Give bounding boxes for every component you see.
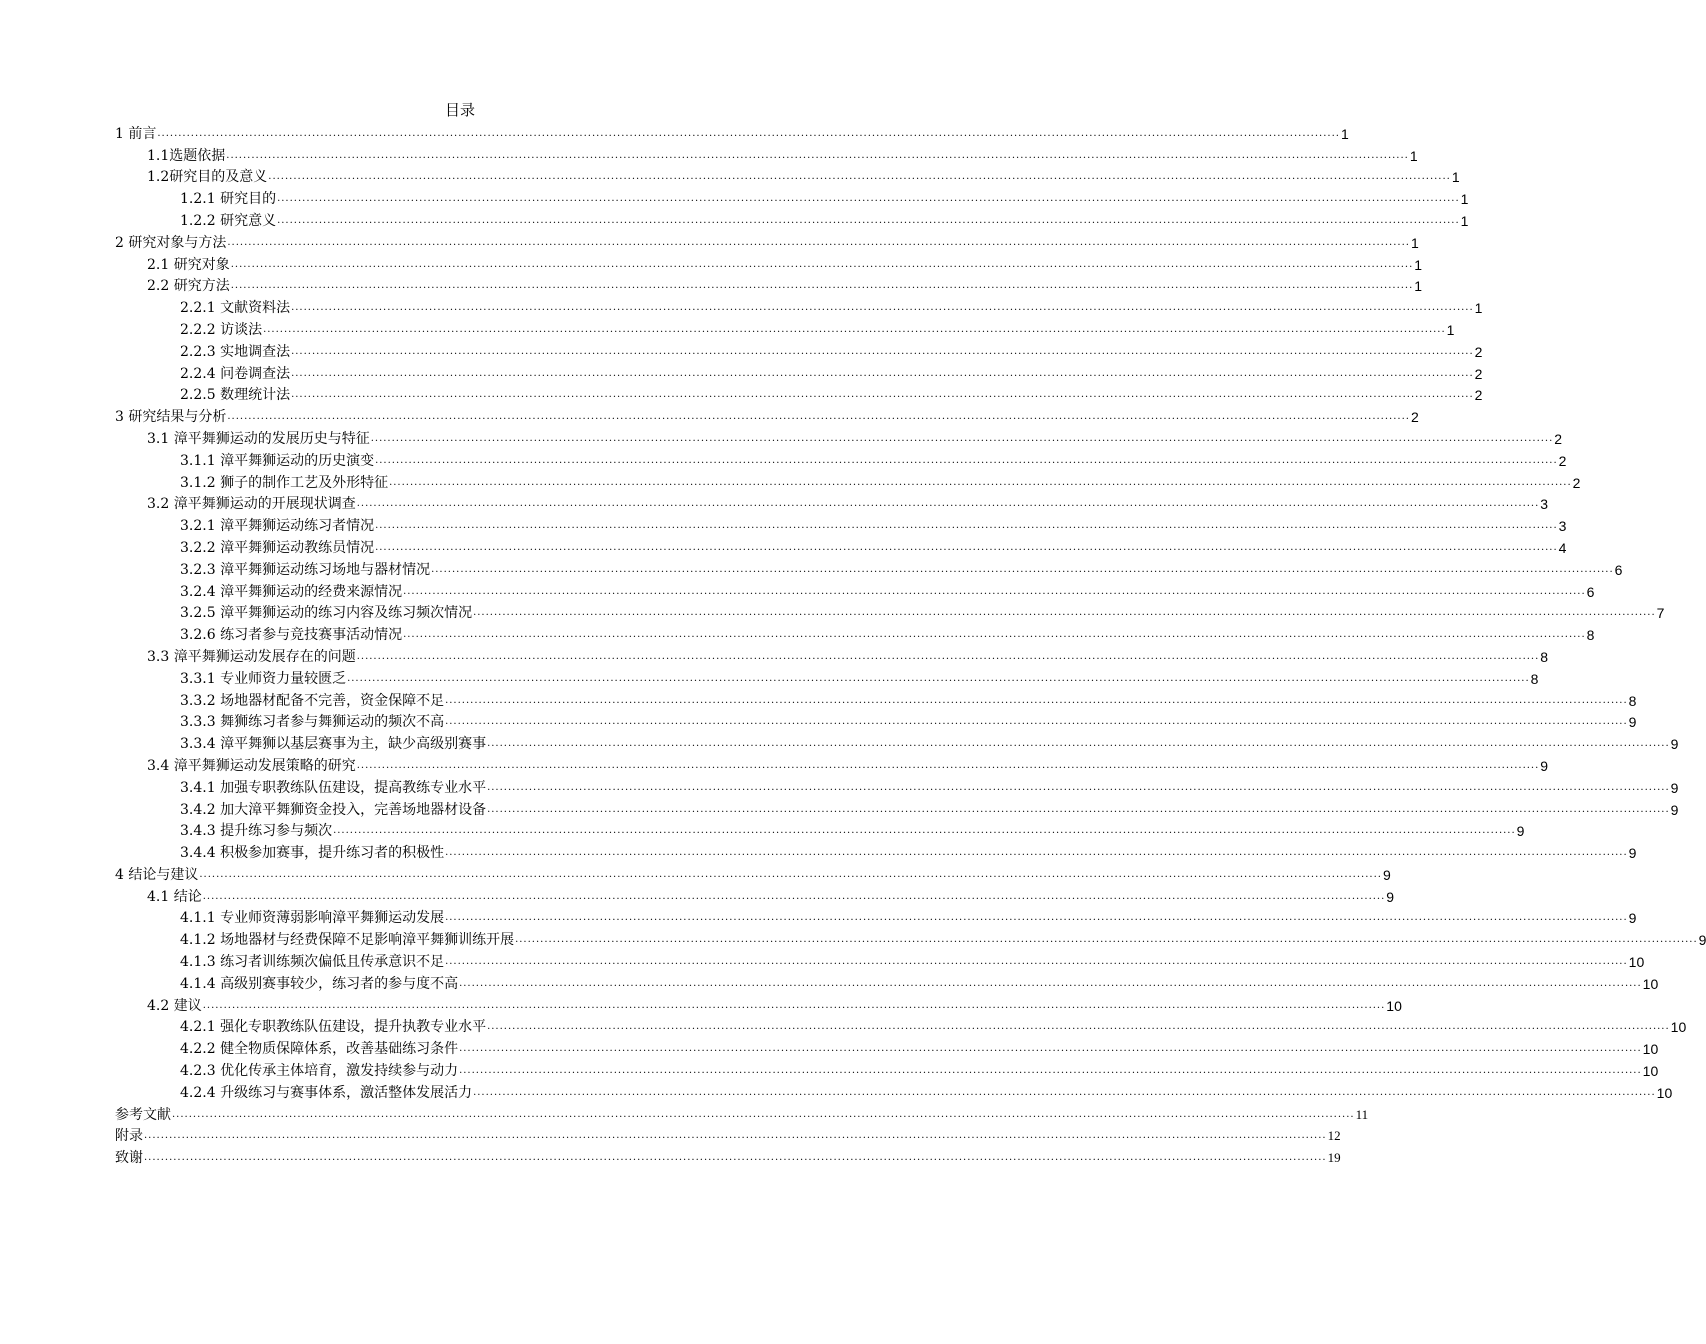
toc-entry-label: 3.2.2 漳平舞狮运动教练员情况: [180, 539, 375, 556]
toc-entry-label: 3.2 漳平舞狮运动的开展现状调查: [147, 496, 356, 513]
toc-page-number: 9: [1670, 801, 1679, 818]
toc-page-number: 6: [1586, 583, 1595, 600]
toc-entry[interactable]: [115, 863, 1391, 885]
toc-entry-label: 3.4 漳平舞狮运动发展策略的研究: [147, 757, 356, 774]
toc-entry-label: 2.2.3 实地调查法: [180, 343, 291, 360]
toc-entry-label: 3.2.3 漳平舞狮运动练习场地与器材情况: [180, 561, 431, 578]
toc-page-number: 10: [1642, 1063, 1659, 1080]
toc-leader-dots: ...........................................................................................................................................................................................................................................................................................: [268, 171, 1451, 183]
toc-page-number: 9: [1540, 757, 1549, 774]
toc-entry[interactable]: [115, 275, 1423, 297]
toc-leader-dots: ...........................................................................................................................................................................................................................................................................................: [487, 738, 1670, 750]
toc-leader-dots: ...........................................................................................................................................................................................................................................................................................: [459, 1043, 1642, 1055]
toc-page-number: 1: [1340, 125, 1349, 142]
toc-entry[interactable]: [115, 841, 1637, 863]
toc-entry[interactable]: [115, 514, 1567, 536]
toc-entry[interactable]: [115, 231, 1419, 253]
toc-entry[interactable]: [115, 950, 1645, 972]
toc-entry-label: 3.2.1 漳平舞狮运动练习者情况: [180, 518, 375, 535]
toc-leader-dots: ...........................................................................................................................................................................................................................................................................................: [202, 890, 1386, 902]
toc-entry-label: 3.4.4 积极参加赛事，提升练习者的积极性: [180, 845, 445, 862]
toc-entry-label: 3.2.4 漳平舞狮运动的经费来源情况: [180, 583, 403, 600]
toc-page-number: 9: [1698, 932, 1706, 949]
toc-leader-dots: ...........................................................................................................................................................................................................................................................................................: [403, 629, 1586, 641]
toc-entry[interactable]: [115, 711, 1637, 733]
toc-leader-dots: ...........................................................................................................................................................................................................................................................................................: [459, 1065, 1642, 1077]
toc-page-number: 2: [1558, 452, 1567, 469]
toc-entry[interactable]: [115, 928, 1706, 950]
toc-leader-dots: ...........................................................................................................................................................................................................................................................................................: [291, 302, 1474, 314]
toc-entry[interactable]: [115, 1146, 1341, 1168]
toc-entry-label: 2.1 研究对象: [147, 256, 230, 273]
toc-page-number: 2: [1572, 474, 1581, 491]
toc-leader-dots: ...........................................................................................................................................................................................................................................................................................: [375, 520, 1558, 532]
toc-page-number: 9: [1628, 910, 1637, 927]
toc-entry[interactable]: [115, 1037, 1659, 1059]
toc-leader-dots: ...........................................................................................................................................................................................................................................................................................: [202, 999, 1386, 1011]
toc-entry-label: 参考文献: [115, 1106, 171, 1123]
toc-leader-dots: ...........................................................................................................................................................................................................................................................................................: [473, 1086, 1656, 1098]
toc-entry-label: 3.4.3 提升练习参与频次: [180, 823, 333, 840]
toc-entry-label: 3.2.5 漳平舞狮运动的练习内容及练习频次情况: [180, 605, 473, 622]
toc-entry[interactable]: [115, 362, 1483, 384]
toc-page-number: 11: [1355, 1106, 1369, 1122]
toc-entry[interactable]: [115, 1103, 1369, 1125]
toc-page-number: 9: [1670, 779, 1679, 796]
toc-entry-label: 1.2研究目的及意义: [147, 169, 268, 186]
toc-entry[interactable]: [115, 427, 1563, 449]
toc-entry-label: 2.2.1 文献资料法: [180, 300, 291, 317]
toc-leader-dots: ...........................................................................................................................................................................................................................................................................................: [487, 803, 1670, 815]
toc-leader-dots: ...........................................................................................................................................................................................................................................................................................: [356, 650, 1540, 662]
toc-page-number: 2: [1474, 365, 1483, 382]
toc-entry[interactable]: [115, 471, 1581, 493]
toc-leader-dots: ...........................................................................................................................................................................................................................................................................................: [375, 541, 1558, 553]
toc-leader-dots: ...........................................................................................................................................................................................................................................................................................: [144, 1130, 1327, 1142]
toc-entry[interactable]: [115, 384, 1483, 406]
toc-page-number: 8: [1540, 648, 1549, 665]
toc-page-number: 9: [1670, 736, 1679, 753]
toc-page-number: 3: [1540, 496, 1549, 513]
toc-page-number: 2: [1474, 343, 1483, 360]
toc-leader-dots: ...........................................................................................................................................................................................................................................................................................: [515, 934, 1698, 946]
toc-entry[interactable]: [115, 296, 1483, 318]
toc-page-number: 1: [1474, 300, 1483, 317]
toc-page-number: 1: [1410, 234, 1419, 251]
toc-page-number: 8: [1530, 670, 1539, 687]
toc-entry[interactable]: [115, 144, 1418, 166]
toc-entry[interactable]: [115, 645, 1549, 667]
toc-entry[interactable]: [115, 754, 1549, 776]
toc-entry-label: 4.2 建议: [147, 997, 202, 1014]
toc-entry[interactable]: [115, 798, 1679, 820]
toc-page-number: 9: [1382, 866, 1391, 883]
toc-page-number: 1: [1446, 321, 1455, 338]
toc-entry[interactable]: [115, 776, 1679, 798]
toc-leader-dots: ...........................................................................................................................................................................................................................................................................................: [370, 432, 1554, 444]
toc-page-number: 7: [1656, 605, 1665, 622]
toc-entry[interactable]: [115, 558, 1623, 580]
toc-entry-label: 3.4.2 加大漳平舞狮资金投入，完善场地器材设备: [180, 801, 487, 818]
toc-page-number: 1: [1414, 278, 1423, 295]
toc-page-number: 2: [1474, 387, 1483, 404]
toc-page-number: 8: [1628, 692, 1637, 709]
toc-page-number: 6: [1614, 561, 1623, 578]
toc-entry[interactable]: [115, 689, 1637, 711]
toc-entry[interactable]: [115, 667, 1539, 689]
toc-page-number: 1: [1451, 169, 1460, 186]
toc-leader-dots: ...........................................................................................................................................................................................................................................................................................: [291, 389, 1474, 401]
toc-page-number: 1: [1414, 256, 1423, 273]
toc-page-number: 10: [1642, 975, 1659, 992]
toc-entry-label: 3.3.2 场地器材配备不完善，资金保障不足: [180, 692, 445, 709]
toc-entry-label: 1 前言: [115, 125, 157, 142]
toc-entry[interactable]: [115, 166, 1460, 188]
toc-entry-label: 2.2 研究方法: [147, 278, 230, 295]
toc-page-number: 3: [1558, 518, 1567, 535]
toc-entry-label: 3.1 漳平舞狮运动的发展历史与特征: [147, 430, 370, 447]
toc-page-number: 2: [1554, 430, 1563, 447]
toc-page-number: 1: [1460, 191, 1469, 208]
toc-entry-label: 3 研究结果与分析: [115, 409, 227, 426]
toc-entry-label: 4.2.2 健全物质保障体系，改善基础练习条件: [180, 1041, 459, 1058]
toc-entry[interactable]: [115, 885, 1395, 907]
toc-entry[interactable]: [115, 536, 1567, 558]
toc-entry[interactable]: [115, 449, 1567, 471]
toc-leader-dots: ...........................................................................................................................................................................................................................................................................................: [356, 498, 1540, 510]
toc-entry[interactable]: [115, 405, 1419, 427]
table-of-contents: [115, 122, 1706, 1168]
toc-entry-label: 3.3.3 舞狮练习者参与舞狮运动的频次不高: [180, 714, 445, 731]
toc-page-number: 12: [1327, 1128, 1341, 1144]
toc-page-number: 10: [1642, 1041, 1659, 1058]
toc-entry-label: 4.2.1 强化专职教练队伍建设，提升执教专业水平: [180, 1019, 487, 1036]
toc-entry[interactable]: [115, 972, 1659, 994]
toc-entry-label: 4.1.1 专业师资薄弱影响漳平舞狮运动发展: [180, 910, 445, 927]
toc-page-number: 9: [1386, 888, 1395, 905]
toc-entry-label: 3.3 漳平舞狮运动发展存在的问题: [147, 648, 356, 665]
toc-leader-dots: ...........................................................................................................................................................................................................................................................................................: [459, 977, 1642, 989]
toc-entry-label: 3.1.2 狮子的制作工艺及外形特征: [180, 474, 389, 491]
toc-entry-label: 3.3.1 专业师资力量较匮乏: [180, 670, 347, 687]
toc-page-number: 10: [1670, 1019, 1687, 1036]
toc-entry-label: 4.2.4 升级练习与赛事体系，激活整体发展活力: [180, 1084, 473, 1101]
toc-page-number: 4: [1558, 539, 1567, 556]
toc-entry[interactable]: [115, 209, 1469, 231]
toc-leader-dots: ...........................................................................................................................................................................................................................................................................................: [157, 127, 1340, 139]
toc-leader-dots: ...........................................................................................................................................................................................................................................................................................: [144, 1152, 1327, 1164]
toc-leader-dots: ...........................................................................................................................................................................................................................................................................................: [227, 411, 1410, 423]
toc-leader-dots: ...........................................................................................................................................................................................................................................................................................: [389, 476, 1572, 488]
toc-leader-dots: ...........................................................................................................................................................................................................................................................................................: [291, 367, 1474, 379]
toc-entry[interactable]: [115, 1016, 1687, 1038]
toc-entry[interactable]: [115, 820, 1525, 842]
toc-entry-label: 3.1.1 漳平舞狮运动的历史演变: [180, 452, 375, 469]
toc-entry-label: 4.2.3 优化传承主体培育，激发持续参与动力: [180, 1063, 459, 1080]
toc-leader-dots: ...........................................................................................................................................................................................................................................................................................: [227, 236, 1410, 248]
toc-page-number: 1: [1460, 212, 1469, 229]
toc-page-number: 10: [1386, 997, 1402, 1014]
toc-leader-dots: ...........................................................................................................................................................................................................................................................................................: [277, 193, 1460, 205]
toc-entry-label: 2.2.2 访谈法: [180, 321, 263, 338]
toc-entry-label: 1.1选题依据: [147, 147, 226, 164]
toc-entry-label: 附录: [115, 1128, 143, 1145]
toc-entry-label: 3.4.1 加强专职教练队伍建设，提高教练专业水平: [180, 779, 487, 796]
toc-entry-label: 3.2.6 练习者参与竞技赛事活动情况: [180, 627, 403, 644]
toc-entry-label: 1.2.2 研究意义: [180, 212, 277, 229]
toc-entry-label: 2.2.4 问卷调查法: [180, 365, 291, 382]
toc-page-number: 9: [1516, 823, 1525, 840]
toc-leader-dots: ...........................................................................................................................................................................................................................................................................................: [199, 868, 1382, 880]
toc-leader-dots: ...........................................................................................................................................................................................................................................................................................: [445, 716, 1628, 728]
page-title: 目录: [444, 101, 475, 119]
toc-leader-dots: ...........................................................................................................................................................................................................................................................................................: [487, 781, 1670, 793]
toc-page-number: 19: [1327, 1150, 1341, 1166]
toc-leader-dots: ...........................................................................................................................................................................................................................................................................................: [445, 694, 1628, 706]
toc-leader-dots: ...........................................................................................................................................................................................................................................................................................: [356, 759, 1540, 771]
toc-entry-label: 4 结论与建议: [115, 866, 199, 883]
toc-entry-label: 4.1 结论: [147, 888, 202, 905]
toc-leader-dots: ...........................................................................................................................................................................................................................................................................................: [333, 825, 1516, 837]
toc-entry[interactable]: [115, 732, 1679, 754]
toc-entry-label: 4.1.4 高级别赛事较少，练习者的参与度不高: [180, 975, 459, 992]
toc-leader-dots: ...........................................................................................................................................................................................................................................................................................: [291, 345, 1474, 357]
toc-page-number: 2: [1410, 409, 1419, 426]
toc-entry[interactable]: [115, 994, 1402, 1016]
toc-entry[interactable]: [115, 1125, 1341, 1147]
toc-leader-dots: ...........................................................................................................................................................................................................................................................................................: [473, 607, 1656, 619]
toc-leader-dots: ...........................................................................................................................................................................................................................................................................................: [431, 563, 1614, 575]
toc-entry-label: 4.1.3 练习者训练频次偏低且传承意识不足: [180, 954, 445, 971]
toc-entry[interactable]: [115, 253, 1423, 275]
toc-leader-dots: ...........................................................................................................................................................................................................................................................................................: [375, 454, 1558, 466]
toc-leader-dots: ...........................................................................................................................................................................................................................................................................................: [487, 1021, 1670, 1033]
toc-entry[interactable]: [115, 122, 1349, 144]
toc-entry[interactable]: [115, 493, 1549, 515]
toc-leader-dots: ...........................................................................................................................................................................................................................................................................................: [445, 956, 1628, 968]
toc-entry[interactable]: [115, 1081, 1673, 1103]
toc-leader-dots: ...........................................................................................................................................................................................................................................................................................: [403, 585, 1586, 597]
toc-leader-dots: ...........................................................................................................................................................................................................................................................................................: [230, 280, 1414, 292]
toc-entry[interactable]: [115, 602, 1665, 624]
toc-entry[interactable]: [115, 580, 1595, 602]
toc-entry[interactable]: [115, 623, 1595, 645]
toc-page-number: 10: [1628, 954, 1645, 971]
toc-leader-dots: ...........................................................................................................................................................................................................................................................................................: [226, 149, 1409, 161]
toc-entry-label: 2 研究对象与方法: [115, 234, 227, 251]
toc-entry[interactable]: [115, 340, 1483, 362]
toc-leader-dots: ...........................................................................................................................................................................................................................................................................................: [445, 912, 1628, 924]
toc-entry[interactable]: [115, 318, 1455, 340]
toc-leader-dots: ...........................................................................................................................................................................................................................................................................................: [230, 258, 1414, 270]
toc-page-number: 9: [1628, 845, 1637, 862]
toc-page-number: 8: [1586, 627, 1595, 644]
toc-page-number: 1: [1409, 147, 1418, 164]
toc-page-number: 9: [1628, 714, 1637, 731]
toc-leader-dots: ...........................................................................................................................................................................................................................................................................................: [347, 672, 1530, 684]
toc-leader-dots: ...........................................................................................................................................................................................................................................................................................: [445, 847, 1628, 859]
toc-entry[interactable]: [115, 1059, 1659, 1081]
toc-entry-label: 4.1.2 场地器材与经费保障不足影响漳平舞狮训练开展: [180, 932, 515, 949]
toc-entry[interactable]: [115, 907, 1637, 929]
toc-entry-label: 致谢: [115, 1150, 143, 1167]
toc-entry[interactable]: [115, 187, 1469, 209]
toc-entry-label: 1.2.1 研究目的: [180, 191, 277, 208]
toc-leader-dots: ...........................................................................................................................................................................................................................................................................................: [263, 323, 1446, 335]
toc-leader-dots: ...........................................................................................................................................................................................................................................................................................: [172, 1108, 1355, 1120]
toc-entry-label: 2.2.5 数理统计法: [180, 387, 291, 404]
toc-page-number: 10: [1656, 1084, 1673, 1101]
toc-leader-dots: ...........................................................................................................................................................................................................................................................................................: [277, 214, 1460, 226]
toc-entry-label: 3.3.4 漳平舞狮以基层赛事为主，缺少高级别赛事: [180, 736, 487, 753]
